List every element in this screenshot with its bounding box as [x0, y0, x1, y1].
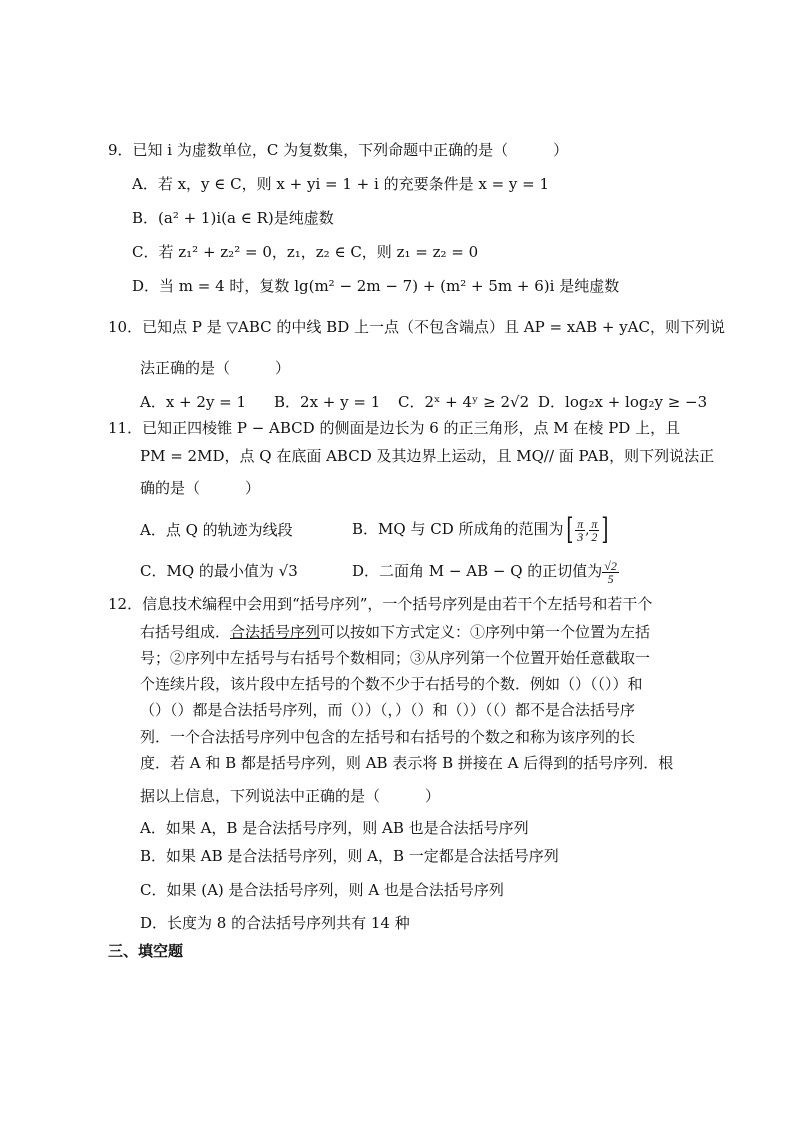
fraction-pi-over-2: $\frac{\pi}{2}$ — [591, 516, 598, 544]
q11-stem-line1: 11．已知正四棱锥 P − ABCD 的侧面是边长为 6 的正三角形，点 M 在棱 PD 上，且 — [108, 419, 681, 437]
q11-stem-line3: 确的是（ ） — [140, 479, 261, 497]
q12-option-d: D．长度为 8 的合法括号序列共有 14 种 — [140, 914, 410, 932]
q10-option-c: C．2ˣ + 4ʸ ≥ 2√2 — [398, 393, 530, 411]
q12-line6: 列．一个合法括号序列中包含的左括号和右括号的个数之和称为该序列的长 — [140, 728, 636, 746]
q12-option-b: B．如果 AB 是合法括号序列，则 A，B 一定都是合法括号序列 — [140, 847, 559, 865]
q10-option-b: B．2x + y = 1 — [274, 393, 381, 411]
q9-stem: 9．已知 i 为虚数单位，C 为复数集，下列命题中正确的是（ ） — [108, 141, 569, 159]
q11-option-b: B．MQ 与 CD 所成角的范围为[ $\frac{\pi}{3}$ , $\frac{\pi}{2}$ ] — [352, 512, 609, 547]
right-bracket-icon: ] — [601, 512, 609, 547]
q12-line1: 12．信息技术编程中会用到“括号序列”，一个括号序列是由若干个左括号和若干个 — [108, 595, 653, 613]
q12-line8: 据以上信息，下列说法中正确的是（ ） — [140, 787, 441, 805]
q9-option-d: D．当 m = 4 时，复数 lg(m² − 2m − 7) + (m² + 5m + 6)i 是纯虚数 — [132, 277, 620, 295]
q10-option-a: A．x + 2y = 1 — [140, 393, 247, 411]
left-bracket-icon: [ — [565, 512, 573, 547]
q12-option-a: A．如果 A，B 是合法括号序列，则 AB 也是合法括号序列 — [140, 819, 529, 837]
q10-option-d: D．log₂x + log₂y ≥ −3 — [538, 393, 708, 411]
q12-option-c: C．如果 (A) 是合法括号序列，则 A 也是合法括号序列 — [140, 881, 504, 899]
q12-line2: 右括号组成．合法括号序列可以按如下方式定义：①序列中第一个位置为左括 — [140, 623, 651, 641]
q11-stem-line2: PM = 2MD，点 Q 在底面 ABCD 及其边界上运动，且 MQ// 面 PAB，则下列说法正 — [140, 447, 715, 465]
q10-stem-line1: 10．已知点 P 是 ▽ABC 的中线 BD 上一点（不包含端点）且 AP = xAB + yAC，则下列说 — [108, 318, 725, 336]
section-heading-fill-in: 三、填空题 — [108, 942, 184, 960]
q11-option-c: C．MQ 的最小值为 √3 — [140, 562, 298, 580]
q11-option-b-text: B．MQ 与 CD 所成角的范围为 — [352, 520, 564, 538]
fraction-pi-over-3: $\frac{\pi}{3}$ — [577, 516, 584, 544]
q12-line5: （）（）都是合法括号序列，而（））（，）（）和（））（（）都不是合法括号序 — [140, 701, 636, 719]
q11-option-d — [352, 554, 619, 588]
q11-option-a: A．点 Q 的轨迹为线段 — [140, 521, 293, 539]
q11-option-d-text: D．二面角 M − AB − Q 的正切值为 — [352, 562, 603, 580]
q10-stem-line2: 法正确的是（ ） — [140, 359, 291, 377]
q12-line3: 号；②序列中左括号与右括号个数相同；③从序列第一个位置开始任意截取一 — [140, 649, 651, 667]
q12-line4: 个连续片段，该片段中左括号的个数不少于右括号的个数．例如（）（（））和 — [140, 675, 643, 693]
q9-option-b: B．(a² + 1)i(a ∈ R)是纯虚数 — [132, 209, 334, 227]
term-legal-bracket-sequence: 合法括号序列 — [230, 623, 321, 641]
q12-line7: 度．若 A 和 B 都是括号序列，则 AB 表示将 B 拼接在 A 后得到的括号序列．根 — [140, 754, 674, 772]
q9-option-a: A．若 x，y ∈ C，则 x + yi = 1 + i 的充要条件是 x = y = 1 — [132, 175, 550, 193]
fraction-sqrt2-over-5: $\frac{√2}{5}$ — [604, 558, 617, 586]
q9-option-c: C．若 z₁² + z₂² = 0，z₁，z₂ ∈ C，则 z₁ = z₂ = 0 — [132, 243, 479, 261]
